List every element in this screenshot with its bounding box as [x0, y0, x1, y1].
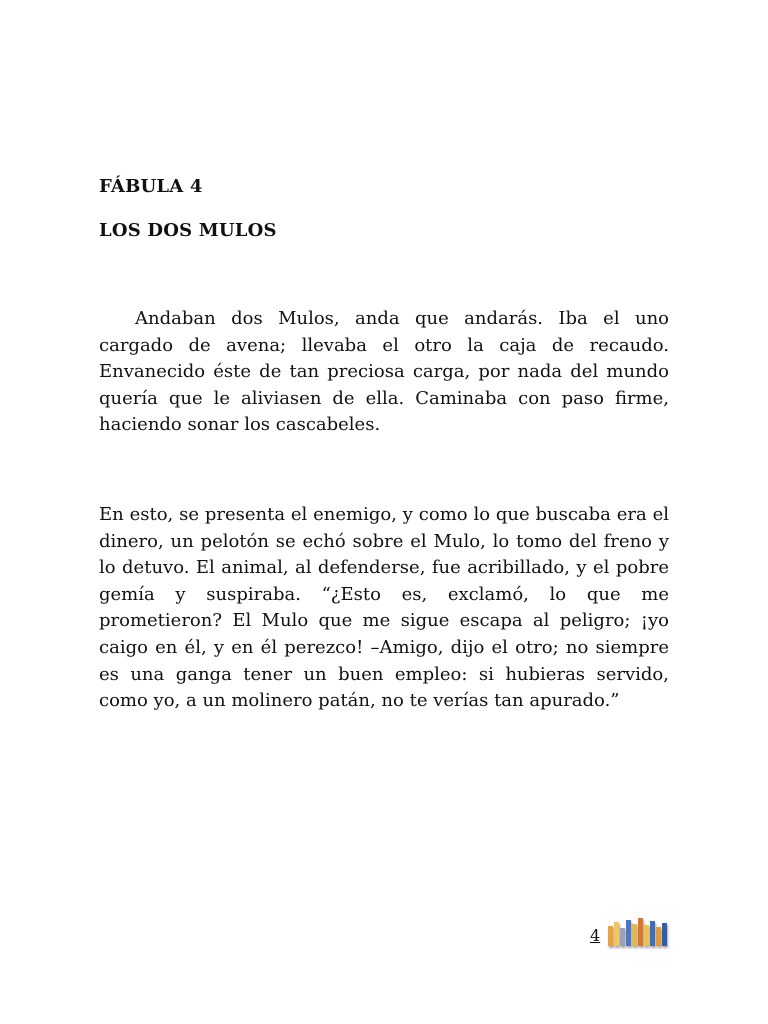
books-logo-icon [608, 918, 667, 946]
page-number: 4 [590, 926, 601, 945]
book-spine-icon [644, 925, 649, 946]
book-spine-icon [620, 928, 625, 946]
book-spine-icon [650, 921, 655, 946]
chapter-heading: FÁBULA 4 [99, 176, 203, 197]
book-spine-icon [626, 920, 631, 946]
paragraph-1: Andaban dos Mulos, anda que andarás. Iba el uno cargado de avena; llevaba el otro la caja de recaudo. Envanecido éste de tan preciosa carga, por nada del mundo quería que le aliviasen de ella. Caminaba con paso firme, haciendo sonar los cascabeles. [99, 308, 669, 436]
book-spine-icon [632, 924, 637, 946]
paragraph-2: En esto, se presenta el enemigo, y como lo que buscaba era el dinero, un pelotón se echó sobre el Mulo, lo tomo del freno y lo detuvo. El animal, al defenderse, fue acribillado, y el pobre gemía y suspiraba. “¿Esto es, exclamó, lo que me prometieron? El Mulo que me sigue escapa al peligro; ¡yo caigo en él, y en él perezco! –Amigo, dijo el otro; no siempre es una ganga tener un buen empleo: si hubieras servido, como yo, a un molinero patán, no te verías tan apurado.” [99, 504, 669, 712]
book-spine-icon [656, 927, 661, 946]
page-footer [590, 918, 667, 946]
book-spine-icon [638, 918, 643, 946]
book-spine-icon [614, 922, 619, 946]
book-spine-icon [608, 926, 613, 946]
fable-title: LOS DOS MULOS [99, 220, 277, 241]
book-spine-icon [662, 923, 667, 946]
